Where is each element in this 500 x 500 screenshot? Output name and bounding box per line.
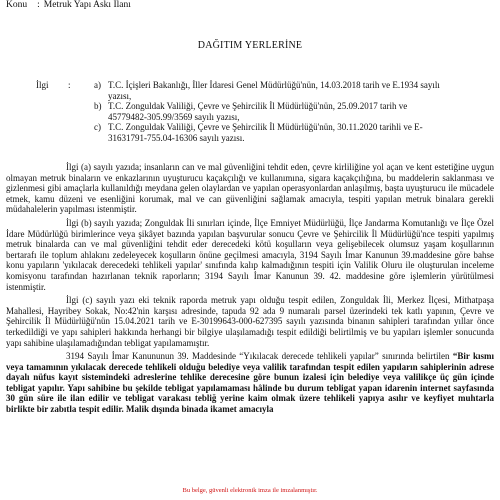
body-paragraph: İlgi (c) sayılı yazı eki teknik raporda metruk yapı olduğu tespit edilen, Zonguldak İli, Merkez İlçesi, Mithatpaşa Mahallesi, Hayribey Sokak, No:42'nin karşısı adresinde, tapuda 92 ada 9 numaralı parsel üzerindeki tek katlı yapının, Çevre ve Şehircilik İl Müdürlüğü'nün 15.04.2021 tarih ve E-30199643-000-627395 sayılı yazısında binanın sahipleri tarafından yıllar önce terkedildiği ve yapı sahipleri hakkında herhangi bir bilgiye ulaşılamadığı tespit edildiği belirtilmiş ve bu yapıları işlemler sonucunda yapı sahibine ulaşılamadığından tebligat yapılamamıştır.	[6, 295, 494, 348]
body-paragraph: İlgi (a) sayılı yazıda; insanların can ve mal güvenliğini tehdit eden, çevre kirliliğine yol açan ve kent estetiğine uygun olmayan metruk binaların ve enkazlarının uyuşturucu kaçakçılığı ve kullanımına, sigara kaçakçılığına, bu maddelerin saklanması ve gizlenmesi gibi amaçlarla kullanıldığı meydana gelen olaylardan ve yapılan operasyonlardan anlaşılmış, başta uyuşturucu ile mücadele etmek, kamu düzeni ve esenliğini korumak, mal ve can güvenliğini sağlamak amacıyla, tespiti yapılan metruk binalara gerekli müdahalelerin yapılması istenmiştir.	[6, 162, 494, 215]
e-signature-notice: Bu belge, güvenli elektronik imza ile imzalanmıştır.	[182, 487, 318, 494]
reference-item-text-cont: yazısı,	[108, 90, 132, 101]
reference-colon: :	[68, 80, 71, 90]
final-paragraph-plain: 3194 Sayılı İmar Kanununun 39. Maddesinde “Yıkılacak derecede tehlikeli yapılar” sınırında belirtilen	[66, 351, 453, 362]
subject-line: Konu : Metruk Yapı Askı İlanı	[6, 0, 131, 10]
reference-item-key: a)	[94, 80, 101, 90]
reference-item-text-cont: 31631791-755.04-16306 sayılı yazısı.	[108, 132, 245, 143]
reference-item	[94, 101, 476, 122]
body-paragraph-final	[6, 351, 494, 415]
reference-item-key: c)	[94, 122, 101, 132]
subject-label: Konu	[6, 0, 28, 10]
document-body	[6, 162, 494, 418]
reference-label: İlgi	[36, 80, 49, 90]
subject-text: Metruk Yapı Askı İlanı	[43, 0, 131, 10]
body-paragraph: İlgi (b) sayılı yazıda; Zonguldak İli sınırları içinde, İlçe Emniyet Müdürlüğü, İlçe Jandarma Komutanlığı ve İlçe Özel İdare Müdürlüğü birimlerince veya şikâyet bazında yapılan başvurular sonucu Çevre ve Şehircilik İl Müdürlüğü'nce tespiti yapılmış metruk binalarda can ve mal güvenliğini tehdit eder derecedeki kötü koşulların veya gelişebilecek olumsuz yaşam koşullarının bertarafı ile toplum ahlakını zedeleyecek koşulların önüne geçilmesi amacıyla, 3194 Sayılı İmar Kanunun 39.maddesine göre bahse konu yapıların 'yıkılacak derecedeki tehlikeli yapılar' sınıfında kalıp kalmadığının tespiti için Valilik Oluru ile oluşturulan inceleme komisyonu tarafından hazırlanan teknik raporların; 3194 Sayılı İmar Kanunun 39. 42. maddesine göre işlemlerin yürütülmesi istenmiştir.	[6, 217, 494, 292]
reference-item	[94, 80, 476, 101]
reference-item	[94, 122, 476, 143]
reference-item-text: T.C. Zonguldak Valiliği, Çevre ve Şehircilik İl Müdürlüğü'nün, 30.11.2020 tarihli ve E-	[108, 122, 423, 132]
reference-item-text: T.C. İçişleri Bakanlığı, İller İdaresi Genel Müdürlüğü'nün, 14.03.2018 tarih ve E.1934 sayılı	[108, 80, 440, 90]
reference-item-text-cont: 45779482-305.99/3569 sayılı yazısı,	[108, 111, 240, 122]
final-paragraph-bold: “Bir kısmı veya tamamının yıkılacak derecede tehlikeli olduğu belediye veya valilik tarafından tespit edilen yapıların sahiplerinin adrese dayalı nüfus kayıt sistemindeki adreslerine tehlike derecesine göre bunun izalesi için belediye veya valilikçe üç gün içinde tebligat yapılır. Yapı sahibine bu şekilde tebligat yapılamaması hâlinde bu durum tebligat yapan idarenin internet sayfasında 30 gün süre ile ilan edilir ve tebligat varakası tebliğ yerine kaim olmak üzere tehlikeli yapıya asılır ve keyfiyet muhtarla birlikte bir zabıtla tespit edilir. Malik dışında binada ikamet amacıyla	[6, 351, 495, 415]
reference-item-text: T.C. Zonguldak Valiliği, Çevre ve Şehircilik İl Müdürlüğü'nün, 25.09.2017 tarih ve	[108, 101, 408, 111]
reference-item-key: b)	[94, 101, 102, 111]
page-title: DAĞITIM YERLERİNE	[197, 40, 303, 51]
reference-block	[36, 80, 476, 143]
reference-list	[94, 80, 476, 143]
